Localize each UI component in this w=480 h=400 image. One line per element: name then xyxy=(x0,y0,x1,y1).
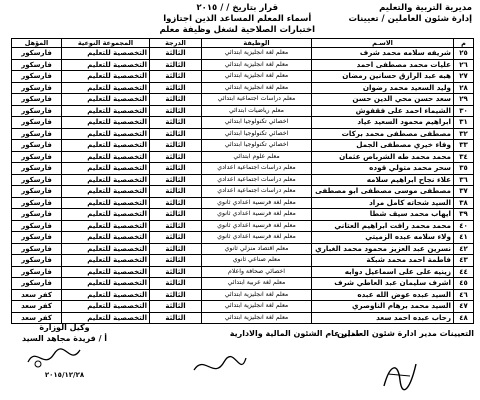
directorate-title: مديرية التربية والتعليم xyxy=(379,3,472,13)
employee-name: السيد شحاته كامل مراد xyxy=(312,197,454,209)
hr-director-block xyxy=(337,328,474,339)
qualitative-group: التخصصية للتعليم xyxy=(62,117,150,129)
job-title: معلم دراسات اجتماعية اعدادي xyxy=(202,163,312,175)
job-title: معلم لغة انجليزية ابتدائي xyxy=(202,48,312,60)
table-row xyxy=(12,117,474,129)
job-title: معلم دراسات اجتماعية اعدادي xyxy=(202,174,312,186)
col-job-header: الوظيفة xyxy=(202,39,312,48)
employee-name: محمد محمد رافت ابراهيم العتاني xyxy=(312,220,454,232)
grade: الثالثة xyxy=(150,197,202,209)
grade: الثالثة xyxy=(150,209,202,221)
employee-name: رحاب عبده احمد سعد xyxy=(312,312,454,324)
grade: الثالثة xyxy=(150,71,202,83)
table-row xyxy=(12,151,474,163)
row-number: ٢٩ xyxy=(454,94,474,106)
table-row xyxy=(12,94,474,106)
qualitative-group: التخصصية للتعليم xyxy=(62,301,150,313)
row-number: ٤٠ xyxy=(454,220,474,232)
job-title: معلم اقتصاد منزلي ثانوي xyxy=(202,243,312,255)
row-number: ٤٢ xyxy=(454,243,474,255)
employee-name: شريفه سلامه محمد شرف xyxy=(312,48,454,60)
qualification: فارسكور xyxy=(12,151,62,163)
row-number: ٢٥ xyxy=(454,48,474,60)
job-title: معلم لغة فرنسية اعدادي ثانوي xyxy=(202,197,312,209)
row-number: ٤٧ xyxy=(454,301,474,313)
job-title: معلم لغة انجليزية ابتدائي xyxy=(202,301,312,313)
row-number: ٤٤ xyxy=(454,266,474,278)
job-title: معلم لغة انجليزية ابتدائي xyxy=(202,289,312,301)
qualification: فارسكور xyxy=(12,255,62,267)
qualitative-group: التخصصية للتعليم xyxy=(62,278,150,290)
qualification: فارسكور xyxy=(12,163,62,175)
table-row xyxy=(12,186,474,198)
job-title: اخصائي صحافة واعلام xyxy=(202,266,312,278)
grade: الثالثة xyxy=(150,140,202,152)
job-title: معلم صناعي ثانوي xyxy=(202,255,312,267)
qualitative-group: التخصصية للتعليم xyxy=(62,71,150,83)
employee-name: نسرين عبد العزيز محمود محمد الغباري xyxy=(312,243,454,255)
row-number: ٣٩ xyxy=(454,209,474,221)
table-row xyxy=(12,128,474,140)
roster-table xyxy=(11,38,474,324)
table-header-row xyxy=(12,39,474,48)
stamp-date: ٢٠١٥/١٢/٢٨ xyxy=(44,371,85,379)
row-number: ٣٤ xyxy=(454,151,474,163)
qualitative-group: التخصصية للتعليم xyxy=(62,82,150,94)
header-center xyxy=(160,3,316,36)
department-title: إدارة شئون العاملين / تعيينات xyxy=(348,14,472,24)
qualitative-group: التخصصية للتعليم xyxy=(62,128,150,140)
grade: الثالثة xyxy=(150,105,202,117)
qualification: فارسكور xyxy=(12,174,62,186)
qualification: فارسكور xyxy=(12,128,62,140)
employee-name: سعد حسن محي الدين حسن xyxy=(312,94,454,106)
grade: الثالثة xyxy=(150,186,202,198)
qualitative-group: التخصصية للتعليم xyxy=(62,266,150,278)
job-title: اخصائي تكنولوجيا ابتدائي xyxy=(202,140,312,152)
grade: الثالثة xyxy=(150,117,202,129)
table-row xyxy=(12,163,474,175)
grade: الثالثة xyxy=(150,232,202,244)
row-number: ٣٦ xyxy=(454,174,474,186)
undersecretary-title: وكيل الوزارة xyxy=(39,323,90,332)
qualitative-group: التخصصية للتعليم xyxy=(62,174,150,186)
qualification: فارسكور xyxy=(12,209,62,221)
header-right xyxy=(348,3,472,25)
qualification: فارسكور xyxy=(12,266,62,278)
qualification: فارسكور xyxy=(12,197,62,209)
qualification: فارسكور xyxy=(12,278,62,290)
employee-name: عليات محمد مصطفى احمد xyxy=(312,59,454,71)
employee-name: الشيماء احمد على فقفوش xyxy=(312,105,454,117)
employee-name: زينيه على على اسماعيل دوابه xyxy=(312,266,454,278)
grade: الثالثة xyxy=(150,128,202,140)
employee-name: مصطفى موسى مصطفى ابو مصطفى xyxy=(312,186,454,198)
row-number: ٢٦ xyxy=(454,59,474,71)
qualitative-group: التخصصية للتعليم xyxy=(62,312,150,324)
row-number: ٤٥ xyxy=(454,278,474,290)
qualification: فارسكور xyxy=(12,105,62,117)
grade: الثالثة xyxy=(150,94,202,106)
job-title: معلم علوم ابتدائي xyxy=(202,151,312,163)
qualitative-group: التخصصية للتعليم xyxy=(62,232,150,244)
grade: الثالثة xyxy=(150,151,202,163)
col-grade-header: الدرجة xyxy=(150,39,202,48)
table-row xyxy=(12,278,474,290)
col-group-header: المجموعة النوعية xyxy=(62,39,150,48)
job-title: معلم رياضيات ابتدائي xyxy=(202,105,312,117)
table-row xyxy=(12,255,474,267)
employee-name: وليد السعيد محمد رضوان xyxy=(312,82,454,94)
grade: الثالثة xyxy=(150,312,202,324)
grade: الثالثة xyxy=(150,266,202,278)
employee-name: السيد محمد برهام الناوصري xyxy=(312,301,454,313)
grade: الثالثة xyxy=(150,163,202,175)
grade: الثالثة xyxy=(150,59,202,71)
table-row xyxy=(12,243,474,255)
row-number: ٣٥ xyxy=(454,163,474,175)
row-number: ٣٢ xyxy=(454,128,474,140)
qualitative-group: التخصصية للتعليم xyxy=(62,59,150,71)
grade: الثالثة xyxy=(150,48,202,60)
grade: الثالثة xyxy=(150,82,202,94)
job-title: معلم لغة فرنسية اعدادي ثانوي xyxy=(202,232,312,244)
table-row xyxy=(12,220,474,232)
table-body xyxy=(12,48,474,324)
row-number: ٣٠ xyxy=(454,105,474,117)
employee-name: هبه عبد الرازق حسانين رمضان xyxy=(312,71,454,83)
qualification: فارسكور xyxy=(12,71,62,83)
table-row xyxy=(12,48,474,60)
grade: الثالثة xyxy=(150,278,202,290)
employee-name: فاطمة احمد محمد شبكة xyxy=(312,255,454,267)
qualification: فارسكور xyxy=(12,117,62,129)
qualitative-group: التخصصية للتعليم xyxy=(62,197,150,209)
qualification: فارسكور xyxy=(12,140,62,152)
table-row xyxy=(12,140,474,152)
signature-scribble-left xyxy=(24,344,84,372)
qualitative-group: التخصصية للتعليم xyxy=(62,105,150,117)
table-row xyxy=(12,82,474,94)
qualification: كفر سعد xyxy=(12,289,62,301)
employee-name: مصطفى مصطفى محمد بركات xyxy=(312,128,454,140)
qualification: فارسكور xyxy=(12,220,62,232)
employee-name: ايهاب محمد سيف شطا xyxy=(312,209,454,221)
row-number: ٤٦ xyxy=(454,289,474,301)
employee-name: وفاء خيري مصطفى الجمل xyxy=(312,140,454,152)
job-title: معلم دراسات اجتماعية ابتدائي xyxy=(202,94,312,106)
qualitative-group: التخصصية للتعليم xyxy=(62,220,150,232)
row-number: ٣٣ xyxy=(454,140,474,152)
table-row xyxy=(12,197,474,209)
grade: الثالثة xyxy=(150,301,202,313)
qualitative-group: التخصصية للتعليم xyxy=(62,209,150,221)
table-row xyxy=(12,209,474,221)
employee-name: اشرف سليمان عبد العاطي شرف xyxy=(312,278,454,290)
employee-name: سحر محمد متولي قوده xyxy=(312,163,454,175)
qualitative-group: التخصصية للتعليم xyxy=(62,48,150,60)
job-title: معلم لغة عربية ابتدائي xyxy=(202,278,312,290)
table-row xyxy=(12,174,474,186)
table-row xyxy=(12,71,474,83)
row-number: ٢٨ xyxy=(454,82,474,94)
row-number: ٢٧ xyxy=(454,71,474,83)
qualitative-group: التخصصية للتعليم xyxy=(62,243,150,255)
col-number-header: م xyxy=(454,39,474,48)
row-number: ٤٣ xyxy=(454,255,474,267)
qualitative-group: التخصصية للتعليم xyxy=(62,163,150,175)
job-title: معلم لغة انجليزية ابتدائي xyxy=(202,312,312,324)
personnel-director-title: مدير عام الشئون المالية والادارية xyxy=(229,329,360,338)
table-row xyxy=(12,232,474,244)
qualitative-group: التخصصية للتعليم xyxy=(62,289,150,301)
col-name-header: الاسـم xyxy=(312,39,454,48)
employee-name: السيد عبده عوض الله عبده xyxy=(312,289,454,301)
qualification: كفر سعد xyxy=(12,312,62,324)
table-row xyxy=(12,59,474,71)
hr-director-title: التعيينات مدير ادارة شئون العاملين xyxy=(337,329,474,338)
decision-line: قرار بتاريخ / / ٢٠١٥ xyxy=(196,3,279,13)
list-subtitle: اختبارات الصلاحية لشغل وظيفة معلم xyxy=(159,25,315,35)
employee-name: محمد محمد طه الشرباص عثمان xyxy=(312,151,454,163)
employee-name: علاء نجاح ابراهيم سلامه xyxy=(312,174,454,186)
qualitative-group: التخصصية للتعليم xyxy=(62,255,150,267)
job-title: معلم لغة انجليزية ابتدائي xyxy=(202,82,312,94)
job-title: اخصائي تكنولوجيا ابتدائي xyxy=(202,128,312,140)
undersecretary-name: أ / فريدة مجاهد السيد xyxy=(22,334,108,343)
employee-name: ابراهيم محمود السعيد عياد xyxy=(312,117,454,129)
grade: الثالثة xyxy=(150,255,202,267)
employee-name: ولاء سلامه عبده الزميتي xyxy=(312,232,454,244)
row-number: ٣١ xyxy=(454,117,474,129)
job-title: اخصائي تكنولوجيا ابتدائي xyxy=(202,117,312,129)
qualification: فارسكور xyxy=(12,243,62,255)
table-row xyxy=(12,301,474,313)
qualitative-group: التخصصية للتعليم xyxy=(62,94,150,106)
col-qualification-header: المؤهل xyxy=(12,39,62,48)
qualification: فارسكور xyxy=(12,186,62,198)
row-number: ٤٨ xyxy=(454,312,474,324)
qualification: فارسكور xyxy=(12,82,62,94)
qualification: فارسكور xyxy=(12,59,62,71)
list-title: أسماء المعلم المساعد الذين اجتازوا xyxy=(163,14,312,24)
qualification: فارسكور xyxy=(12,48,62,60)
row-number: ٣٨ xyxy=(454,197,474,209)
job-title: معلم دراسات اجتماعية اعدادي xyxy=(202,186,312,198)
table-row xyxy=(12,266,474,278)
job-title: معلم لغة فرنسية اعدادي ثانوي xyxy=(202,209,312,221)
row-number: ٣٧ xyxy=(454,186,474,198)
grade: الثالثة xyxy=(150,289,202,301)
signature-scribble-center xyxy=(190,350,250,384)
job-title: معلم لغة انجليزية ابتدائي xyxy=(202,71,312,83)
qualitative-group: التخصصية للتعليم xyxy=(62,186,150,198)
grade: الثالثة xyxy=(150,174,202,186)
grade: الثالثة xyxy=(150,243,202,255)
qualitative-group: التخصصية للتعليم xyxy=(62,151,150,163)
qualification: فارسكور xyxy=(12,232,62,244)
qualification: كفر سعد xyxy=(12,301,62,313)
row-number: ٤١ xyxy=(454,232,474,244)
signature-scribble-right xyxy=(380,354,420,394)
table-row xyxy=(12,105,474,117)
job-title: معلم لغة فرنسية اعدادي ثانوي xyxy=(202,220,312,232)
qualitative-group: التخصصية للتعليم xyxy=(62,140,150,152)
job-title: معلم لغة انجليزية ابتدائي xyxy=(202,59,312,71)
grade: الثالثة xyxy=(150,220,202,232)
table-row xyxy=(12,289,474,301)
qualification: فارسكور xyxy=(12,94,62,106)
